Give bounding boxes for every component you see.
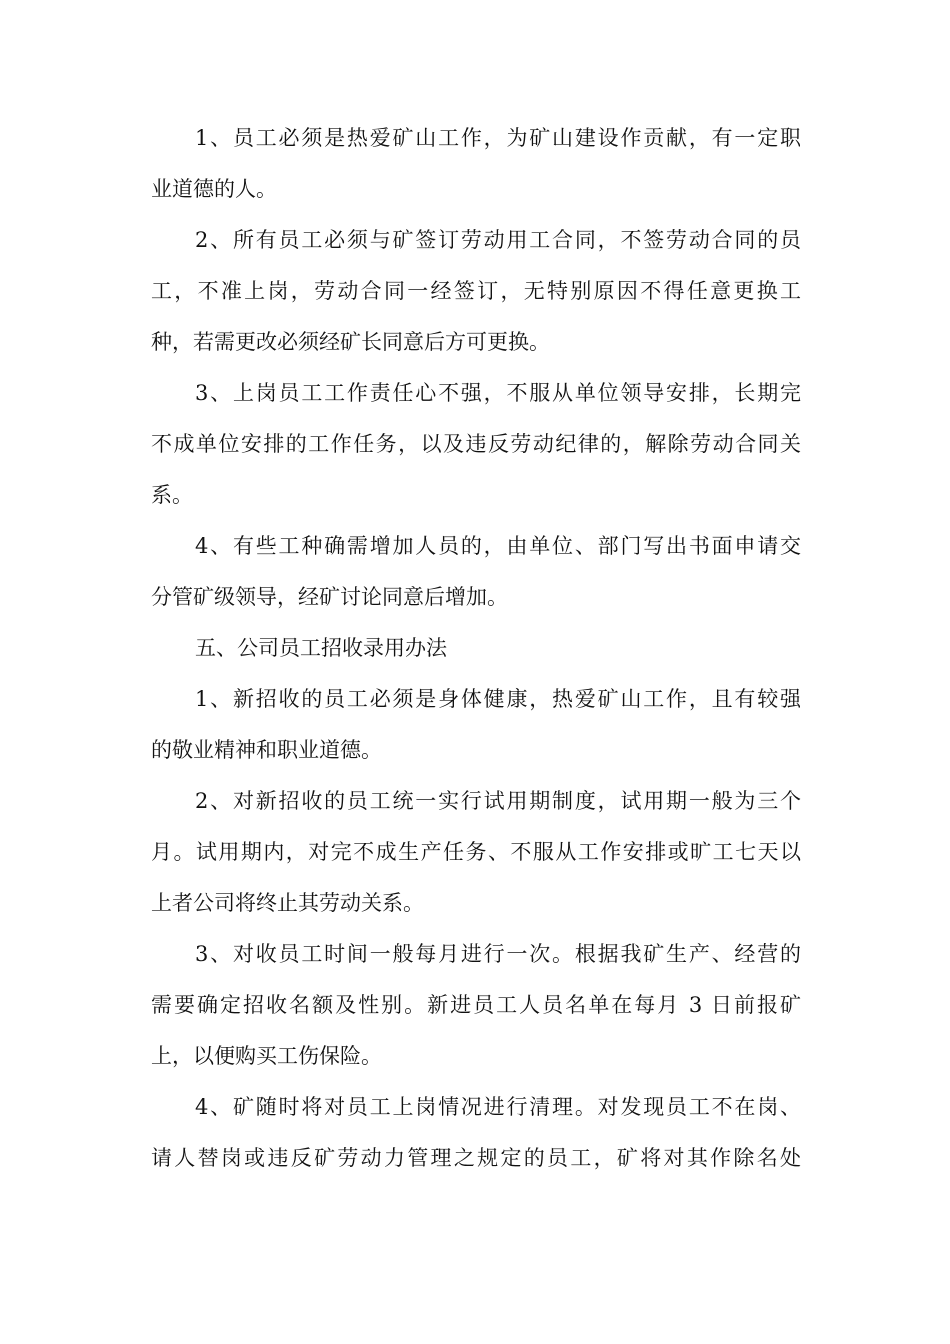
text-line: 系。 [151,483,193,507]
text-line: 月。试用期内，对完不成生产任务、不服从工作安排或旷工七天以 [151,840,801,864]
text-line: 不成单位安排的工作任务，以及违反劳动纪律的，解除劳动合同关 [151,432,801,456]
text-line: 业道德的人。 [151,177,277,201]
text-line: 种，若需更改必须经矿长同意后方可更换。 [151,330,550,354]
text-line: 2、所有员工必须与矿签订劳动用工合同，不签劳动合同的员 [195,228,801,252]
text-line: 请人替岗或违反矿劳动力管理之规定的员工，矿将对其作除名处 [151,1146,801,1170]
text-line: 1、新招收的员工必须是身体健康，热爱矿山工作，且有较强 [195,687,801,711]
text-line: 工，不准上岗，劳动合同一经签订，无特别原因不得任意更换工 [151,279,801,303]
text-line: 需要确定招收名额及性别。新进员工人员名单在每月 3 日前报矿 [151,993,801,1017]
text-line: 的敬业精神和职业道德。 [151,738,382,762]
text-line: 4、矿随时将对员工上岗情况进行清理。对发现员工不在岗、 [195,1095,801,1119]
text-line: 4、有些工种确需增加人员的，由单位、部门写出书面申请交 [195,534,801,558]
text-line: 3、上岗员工工作责任心不强，不服从单位领导安排，长期完 [195,381,801,405]
text-line: 上者公司将终止其劳动关系。 [151,891,424,915]
section-heading: 五、公司员工招收录用办法 [195,636,447,660]
text-line: 上，以便购买工伤保险。 [151,1044,382,1068]
text-line: 分管矿级领导，经矿讨论同意后增加。 [151,585,508,609]
text-line: 3、对收员工时间一般每月进行一次。根据我矿生产、经营的 [195,942,801,966]
text-line: 1、员工必须是热爱矿山工作，为矿山建设作贡献，有一定职 [195,126,801,150]
text-line: 2、对新招收的员工统一实行试用期制度，试用期一般为三个 [195,789,801,813]
document-body [151,113,801,1184]
